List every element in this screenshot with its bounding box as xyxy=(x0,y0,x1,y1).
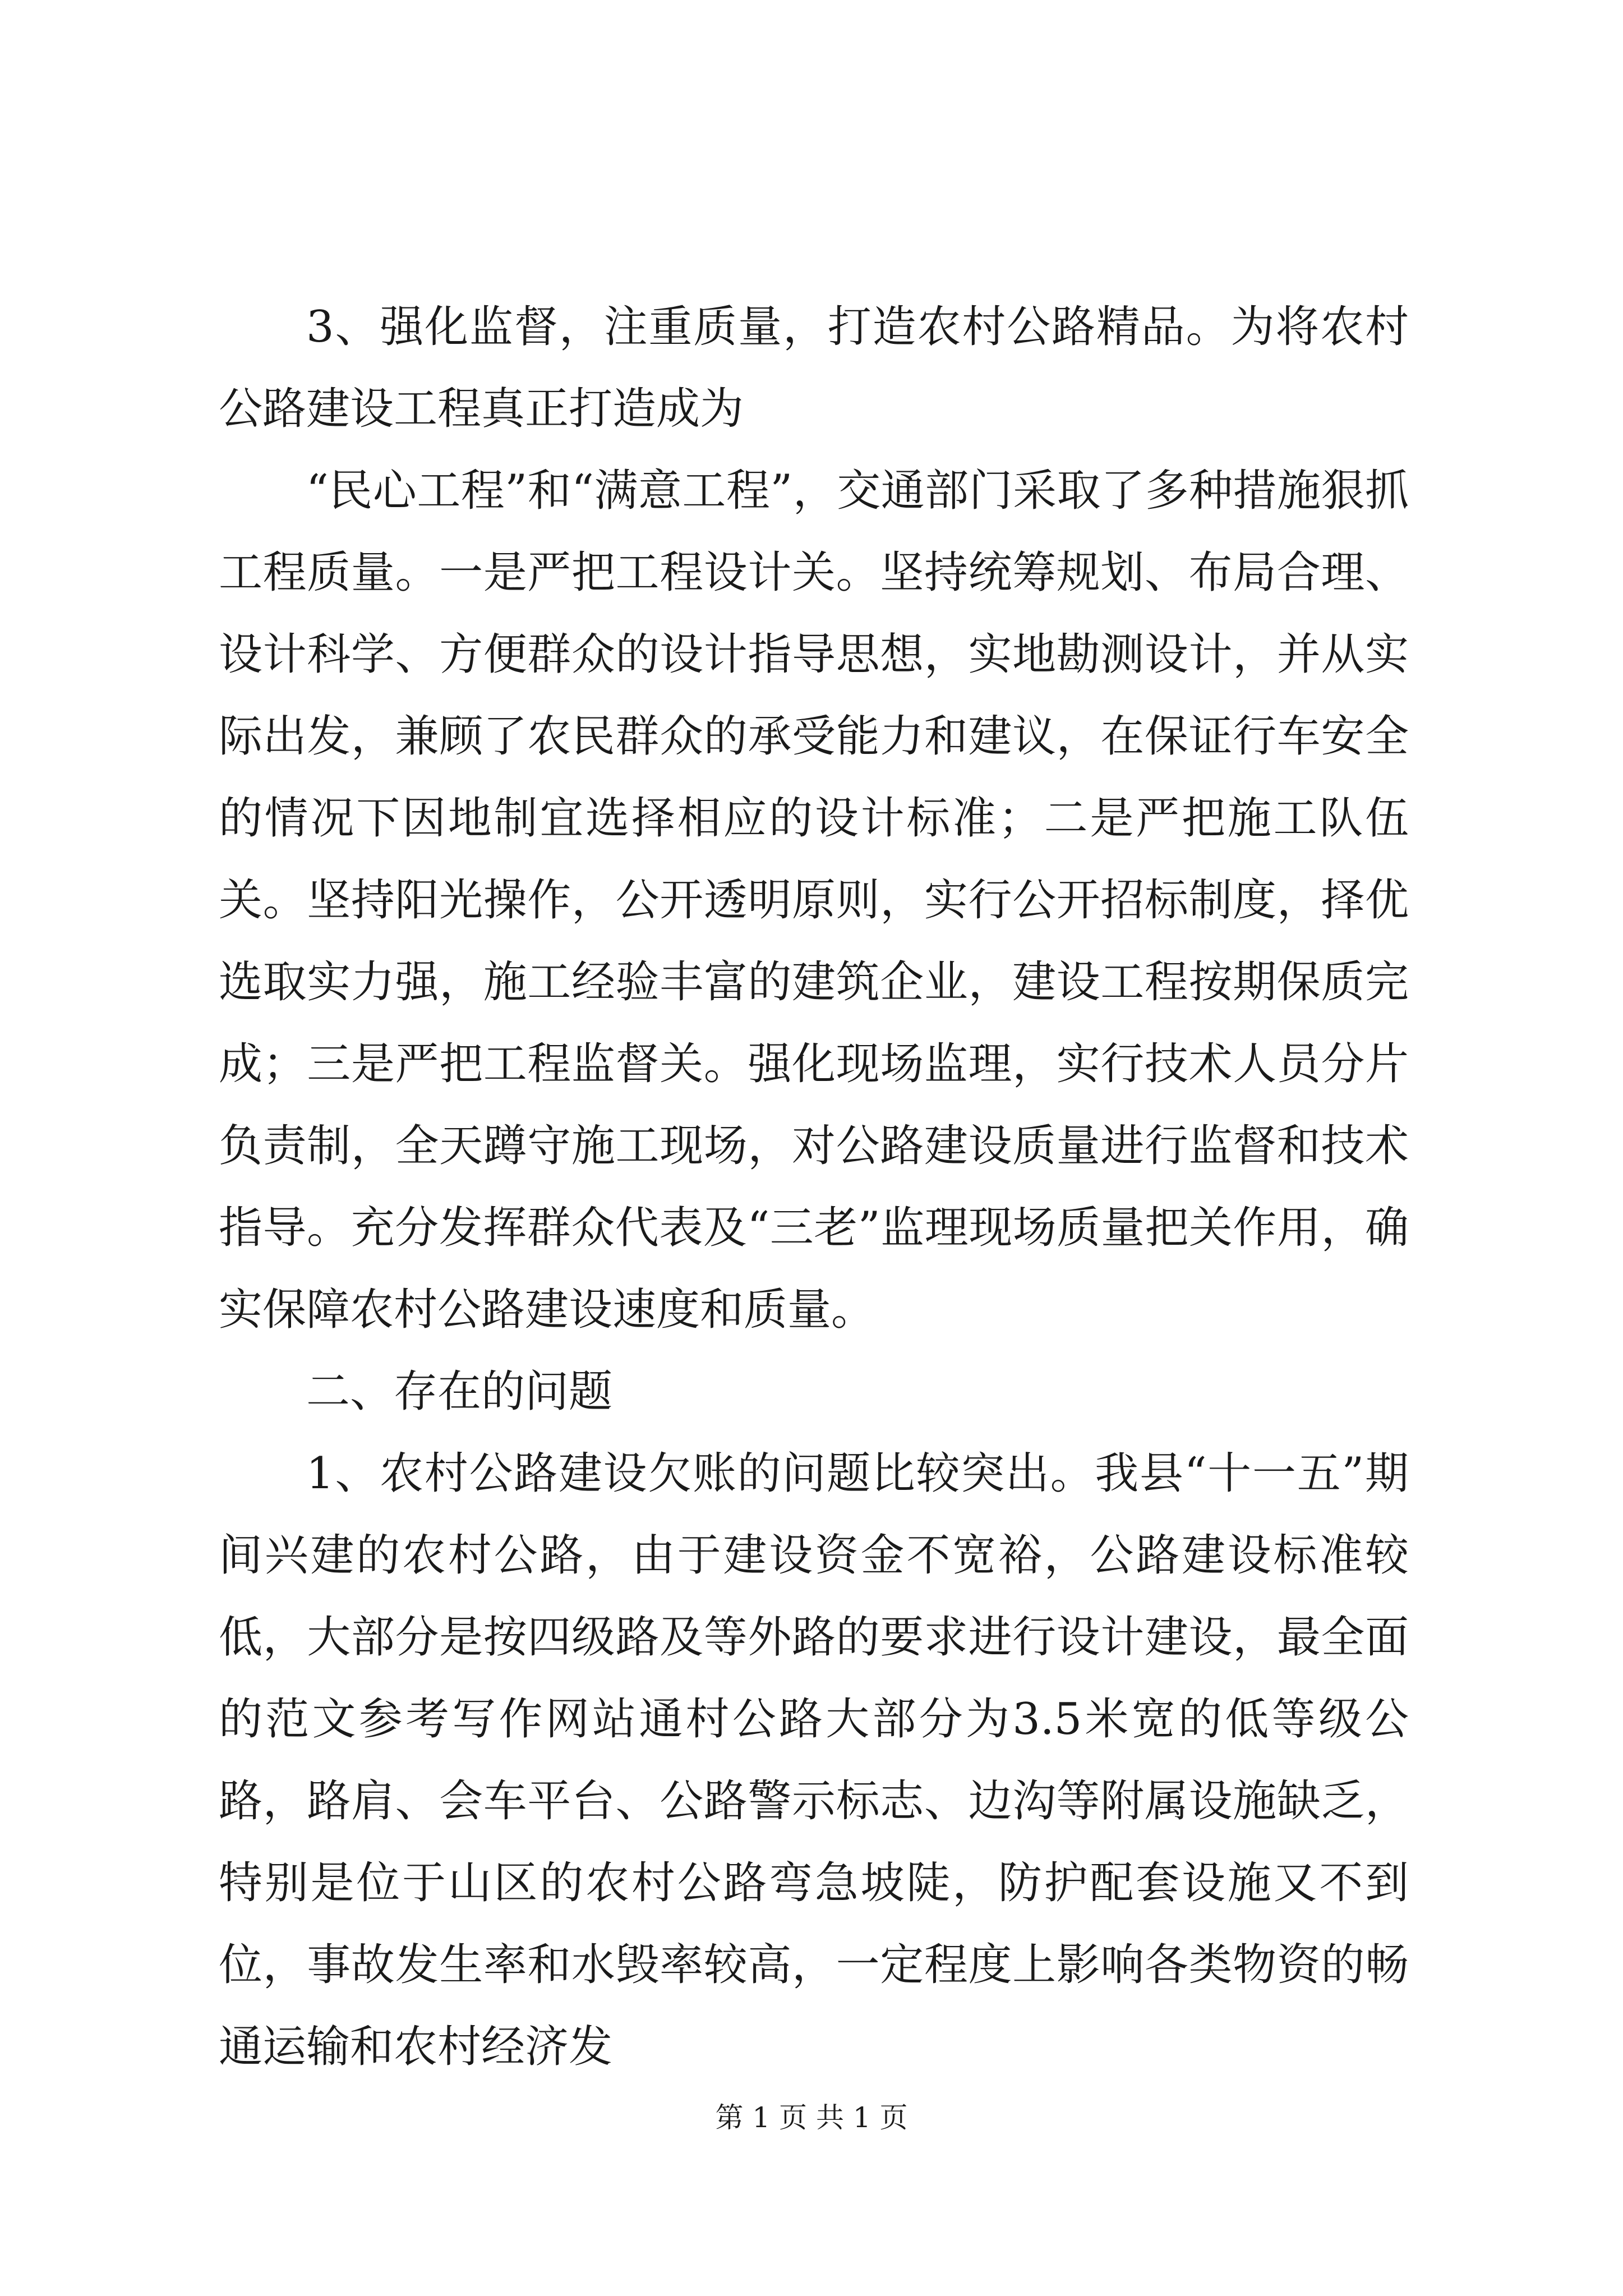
section-heading-problems: 二、存在的问题 xyxy=(306,1366,613,1417)
paragraph-quality-heading: 3、强化监督，注重质量，打造农村公路精品。为将农村公路建设工程真正打造成为 xyxy=(219,302,1409,434)
document-body xyxy=(219,286,1409,2088)
paragraph-quality-measures: “民心工程”和“满意工程”，交通部门采取了多种措施狠抓工程质量。一是严把工程设计关。坚持统筹规划、布局合理、设计科学、方便群众的设计指导思想，实地勘测设计，并从实际出发，兼顾了农民群众的承受能力和建议，在保证行车安全的情况下因地制宜选择相应的设计标准；二是严把施工队伍关。坚持阳光操作，公开透明原则，实行公开招标制度，择优选取实力强，施工经验丰富的建筑企业，建设工程按期保质完成；三是严把工程监督关。强化现场监理，实行技术人员分片负责制，全天蹲守施工现场，对公路建设质量进行监督和技术指导。充分发挥群众代表及“三老”监理现场质量把关作用，确实保障农村公路建设速度和质量。 xyxy=(219,466,1409,1335)
paragraph-problem-one: 1、农村公路建设欠账的问题比较突出。我县“十一五”期间兴建的农村公路，由于建设资金不宽裕，公路建设标准较低，大部分是按四级路及等外路的要求进行设计建设，最全面的范文参考写作网站通村公路大部分为3.5米宽的低等级公路，路肩、会车平台、公路警示标志、边沟等附属设施缺乏，特别是位于山区的农村公路弯急坡陡，防护配套设施又不到位，事故发生率和水毁率较高，一定程度上影响各类物资的畅通运输和农村经济发 xyxy=(219,1448,1409,2072)
page-footer: 第 1 页 共 1 页 xyxy=(715,2101,908,2134)
